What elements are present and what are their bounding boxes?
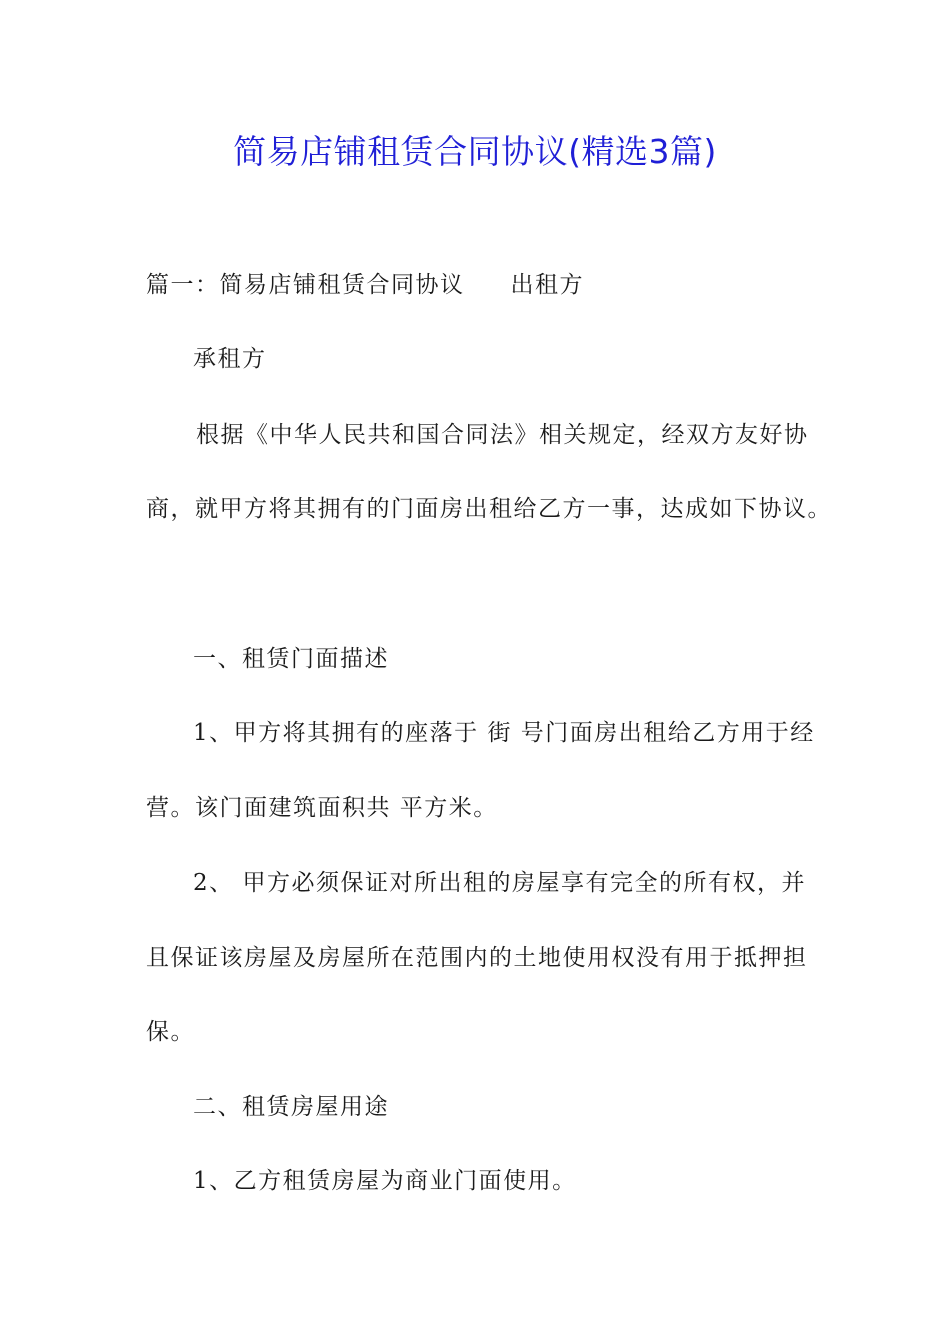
lessor-label: 出租方: [510, 272, 584, 298]
lessee-label: 承租方: [193, 346, 267, 372]
section1-item1-line2: 营。该门面建筑面积共 平方米。: [146, 795, 498, 821]
preamble-line-1: 根据《中华人民共和国合同法》相关规定，经双方友好协: [196, 422, 809, 448]
section1-item2-line1: 2、 甲方必须保证对所出租的房屋享有完全的所有权，并: [193, 870, 806, 896]
section2-heading: 二、租赁房屋用途: [193, 1094, 389, 1120]
document-title: 简易店铺租赁合同协议(精选3篇): [233, 132, 717, 171]
section1-item2-line3: 保。: [146, 1019, 195, 1045]
section1-item1-line1: 1、甲方将其拥有的座落于 街 号门面房出租给乙方用于经: [193, 720, 815, 746]
section2-item1-line1: 1、乙方租赁房屋为商业门面使用。: [193, 1168, 577, 1194]
intro-line: [146, 270, 584, 300]
part-label: 篇一：简易店铺租赁合同协议: [146, 272, 465, 298]
section1-heading: 一、租赁门面描述: [193, 646, 389, 672]
section1-item2-line2: 且保证该房屋及房屋所在范围内的土地使用权没有用于抵押担: [146, 945, 808, 971]
preamble-line-2: 商，就甲方将其拥有的门面房出租给乙方一事，达成如下协议。: [146, 496, 832, 522]
